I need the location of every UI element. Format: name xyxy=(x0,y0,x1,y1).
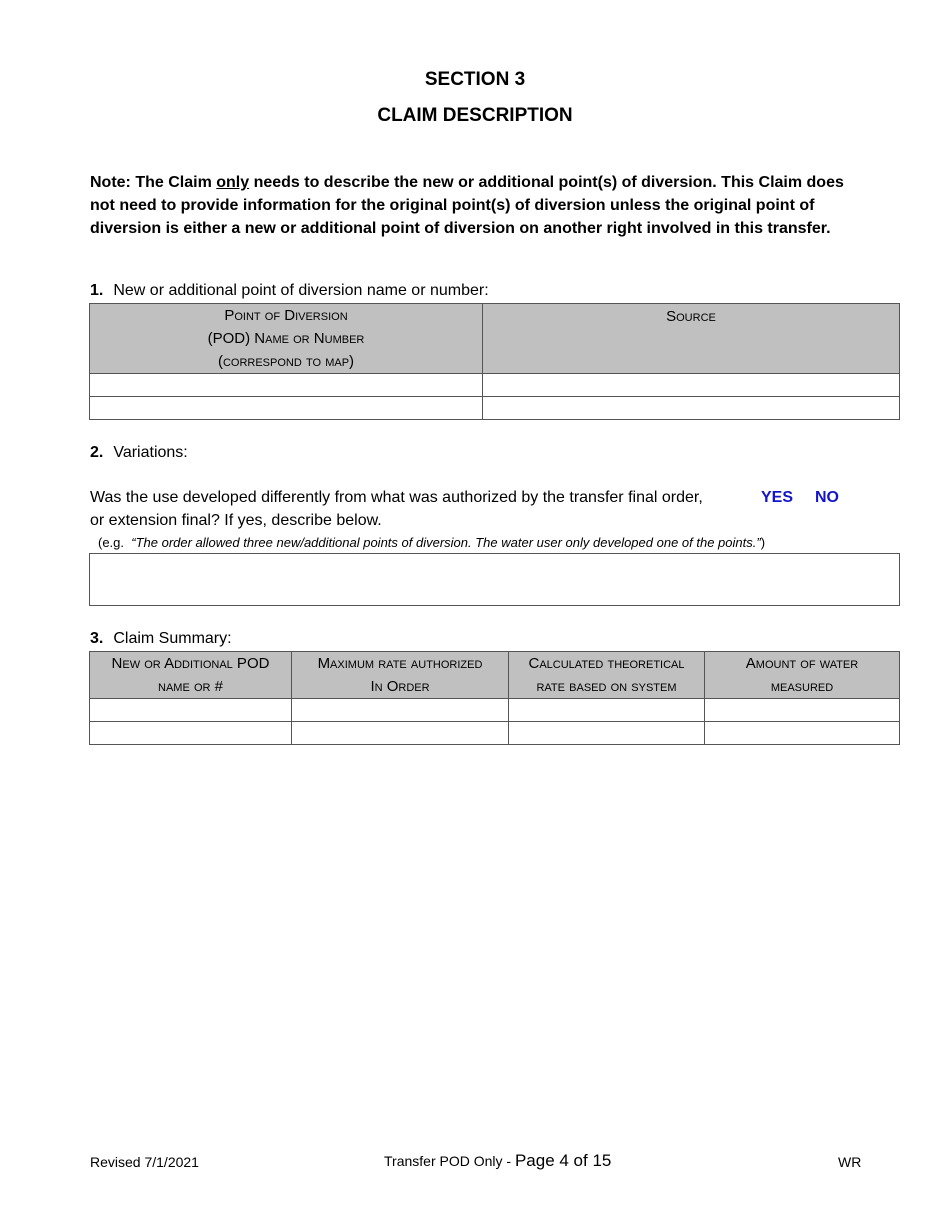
footer-page-number: Page 4 of 15 xyxy=(514,1151,612,1170)
summary-header-max-rate-line2: In Order xyxy=(370,678,430,695)
note-paragraph xyxy=(90,171,865,240)
section-number: SECTION 3 xyxy=(424,69,526,90)
example-prefix: (e.g. xyxy=(98,535,125,550)
note-suffix: needs to describe the new or additional point(s) of diversion. This Claim does not need to provide information for the original point(s) of diversion unless the original point of diversion is either a new or additional point of diversion on another right involved in this transfer. xyxy=(90,174,844,237)
question-3-number: 3. xyxy=(90,630,104,647)
claim-summary-table xyxy=(89,651,900,745)
variation-question-line2: or extension final? If yes, describe below. xyxy=(90,512,382,529)
pod-header-line1: Point of Diversion xyxy=(224,307,348,324)
no-option[interactable]: NO xyxy=(815,489,839,506)
question-3-label: Claim Summary: xyxy=(113,630,232,647)
summary-header-pod xyxy=(90,652,292,699)
variation-description-box[interactable] xyxy=(89,553,900,606)
summary-header-measured-line2: measured xyxy=(770,678,834,695)
pod-header-cell xyxy=(90,304,483,374)
pod-name-cell[interactable] xyxy=(90,397,483,420)
summary-cell[interactable] xyxy=(90,722,292,745)
yes-option[interactable]: YES xyxy=(761,489,794,506)
question-3 xyxy=(90,630,232,648)
summary-cell[interactable] xyxy=(509,699,705,722)
summary-cell[interactable] xyxy=(705,722,900,745)
footer-form xyxy=(384,1151,611,1171)
question-1 xyxy=(90,282,489,300)
footer-revised: Revised 7/1/2021 xyxy=(90,1154,199,1170)
summary-header-calculated-line1: Calculated theoretical xyxy=(528,655,685,672)
pod-table xyxy=(89,303,900,420)
summary-cell[interactable] xyxy=(292,699,509,722)
summary-header-max-rate-line1: Maximum rate authorized xyxy=(317,655,483,672)
pod-header-line2: (POD) Name or Number xyxy=(207,330,365,347)
summary-header-max-rate xyxy=(292,652,509,699)
summary-header-calculated xyxy=(509,652,705,699)
summary-cell[interactable] xyxy=(90,699,292,722)
question-2-label: Variations: xyxy=(113,444,188,461)
variation-question-line1: Was the use developed differently from what was authorized by the transfer final order, xyxy=(90,489,703,506)
question-1-label: New or additional point of diversion name or number: xyxy=(113,282,489,299)
pod-name-cell[interactable] xyxy=(90,374,483,397)
source-cell[interactable] xyxy=(483,397,900,420)
pod-header-line3: (correspond to map) xyxy=(217,353,355,370)
summary-header-measured-line1: Amount of water xyxy=(745,655,859,672)
note-prefix: Note: The Claim xyxy=(90,174,217,191)
source-header-label: Source xyxy=(666,308,716,325)
section-title: CLAIM DESCRIPTION xyxy=(377,105,573,126)
note-emphasis: only xyxy=(216,174,250,191)
source-cell[interactable] xyxy=(483,374,900,397)
example-text: “The order allowed three new/additional points of diversion. The water user only developed one of the points.” xyxy=(131,535,761,550)
variation-example xyxy=(98,535,765,550)
question-2 xyxy=(90,444,188,462)
summary-cell[interactable] xyxy=(705,699,900,722)
summary-cell[interactable] xyxy=(509,722,705,745)
summary-header-calculated-line2: rate based on system xyxy=(536,678,677,695)
footer-code: WR xyxy=(838,1154,862,1170)
example-suffix: ) xyxy=(760,535,766,550)
footer-form-name: Transfer POD Only - xyxy=(384,1153,512,1169)
summary-cell[interactable] xyxy=(292,722,509,745)
question-2-number: 2. xyxy=(90,444,104,461)
source-header-cell xyxy=(483,304,900,374)
summary-header-measured xyxy=(705,652,900,699)
question-1-number: 1. xyxy=(90,282,104,299)
summary-header-pod-line2: name or # xyxy=(158,678,223,695)
summary-header-pod-line1: New or Additional POD xyxy=(111,655,270,672)
